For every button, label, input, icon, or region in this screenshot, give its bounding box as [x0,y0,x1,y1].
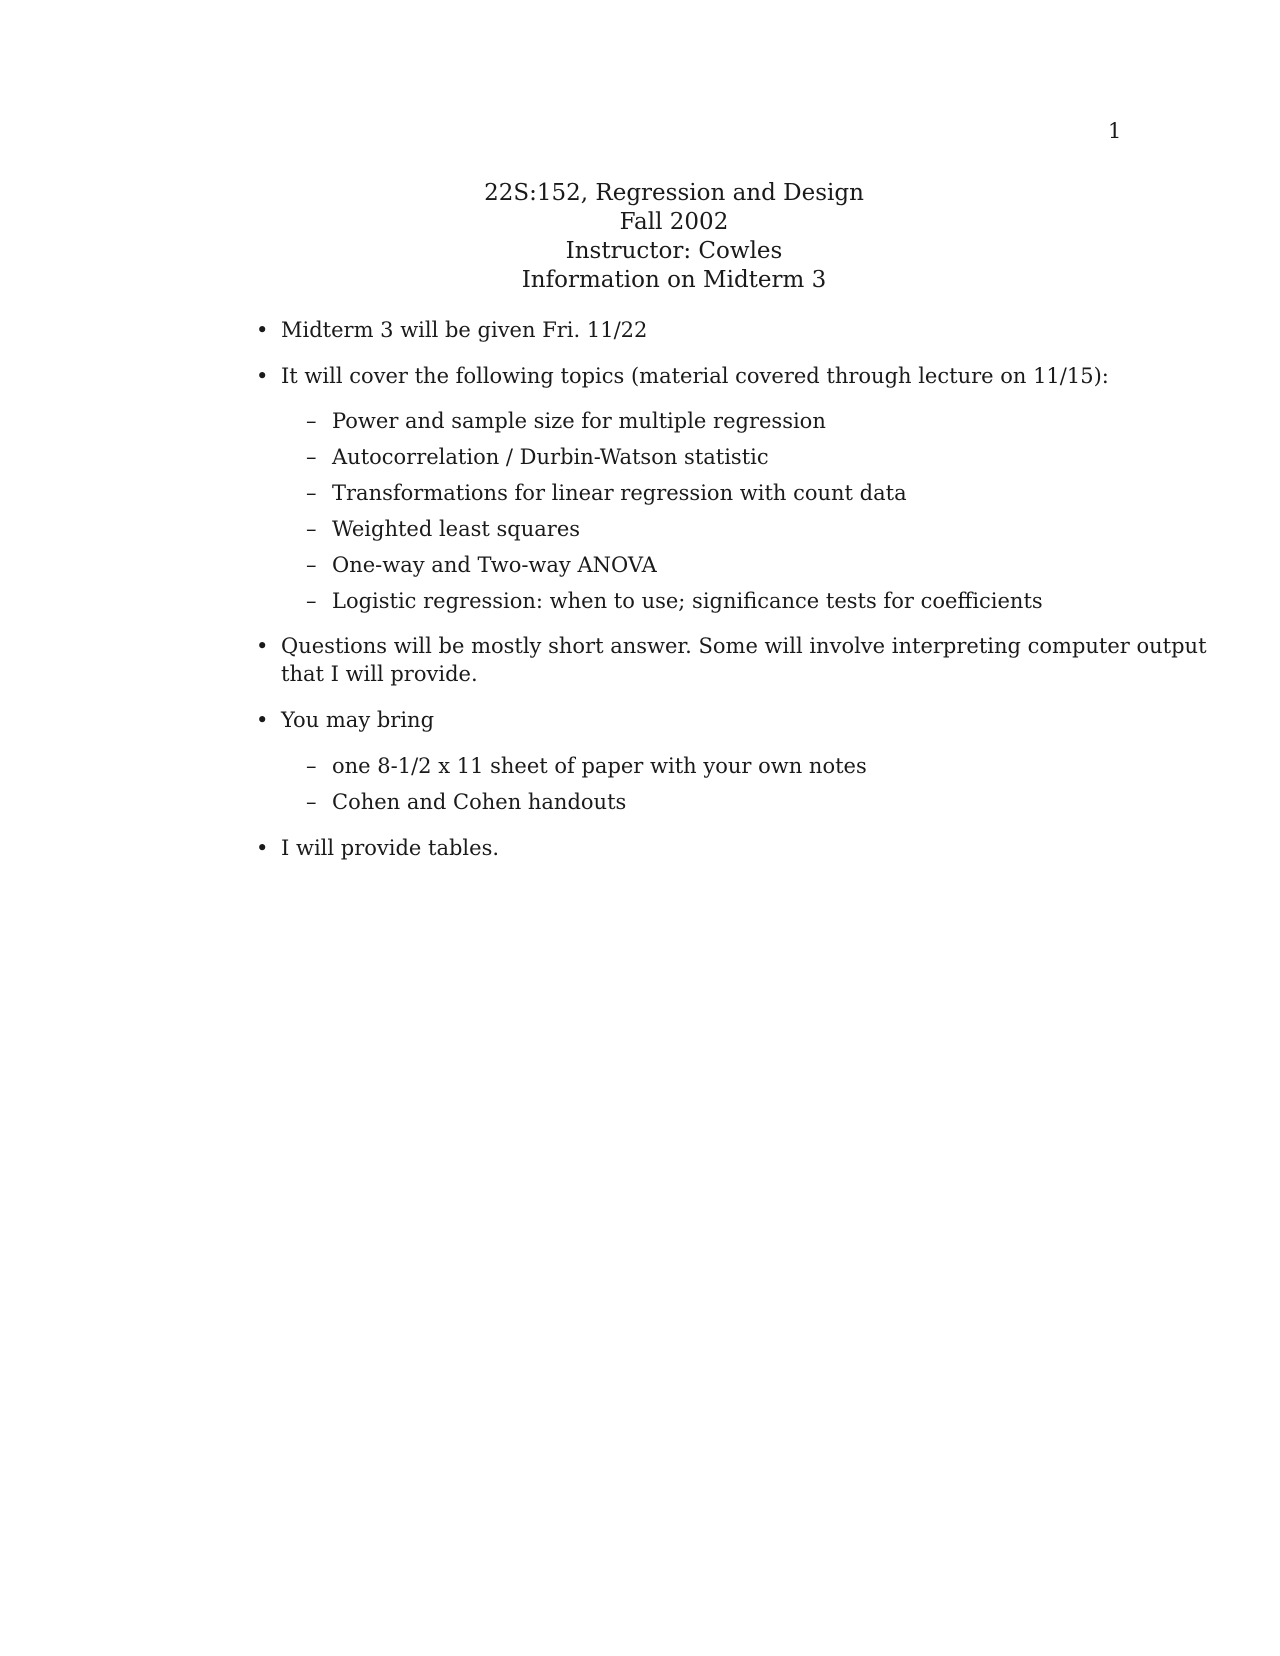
topic-label: Weighted least squares [332,517,581,541]
topic-item [306,515,1106,543]
topic-item [306,479,1106,507]
tables-note: I will provide tables. [281,836,500,860]
bullet-icon: • [256,836,269,860]
topic-label: Logistic regression: when to use; significance tests for coefficients [332,589,1043,613]
dash-icon: – [306,553,317,577]
topic-item [306,587,1106,615]
topic-label: Power and sample size for multiple regression [332,409,826,433]
questions-line-1: Questions will be mostly short answer. Some will involve interpreting computer output [281,634,1207,658]
course-title: 22S:152, Regression and Design [484,180,864,206]
coverage-intro: It will cover the following topics (material covered through lecture on 11/15): [281,364,1109,388]
bullet-icon: • [256,708,269,732]
dash-icon: – [306,589,317,613]
dash-icon: – [306,517,317,541]
term: Fall 2002 [619,209,729,235]
bring-intro: You may bring [281,708,435,732]
dash-icon: – [306,790,317,814]
midterm-date: Midterm 3 will be given Fri. 11/22 [281,318,648,342]
questions-line-2: that I will provide. [281,662,478,686]
dash-icon: – [306,481,317,505]
topic-label: Autocorrelation / Durbin-Watson statistic [332,445,769,469]
topic-item [306,443,1106,471]
instructor: Instructor: Cowles [565,238,783,264]
document-header [0,179,1280,295]
dash-icon: – [306,445,317,469]
dash-icon: – [306,754,317,778]
bring-item [306,752,1106,780]
bullet-icon: • [256,318,269,342]
bring-label: one 8-1/2 x 11 sheet of paper with your own notes [332,754,867,778]
document-subject: Information on Midterm 3 [521,267,827,293]
topic-item [306,551,1106,579]
topic-label: Transformations for linear regression with count data [332,481,907,505]
dash-icon: – [306,409,317,433]
bullet-icon: • [256,634,269,658]
bring-label: Cohen and Cohen handouts [332,790,627,814]
page-number: 1 [1108,119,1122,143]
bring-item [306,788,1106,816]
topic-label: One-way and Two-way ANOVA [332,553,657,577]
bullet-icon: • [256,364,269,388]
topic-item [306,407,1106,435]
